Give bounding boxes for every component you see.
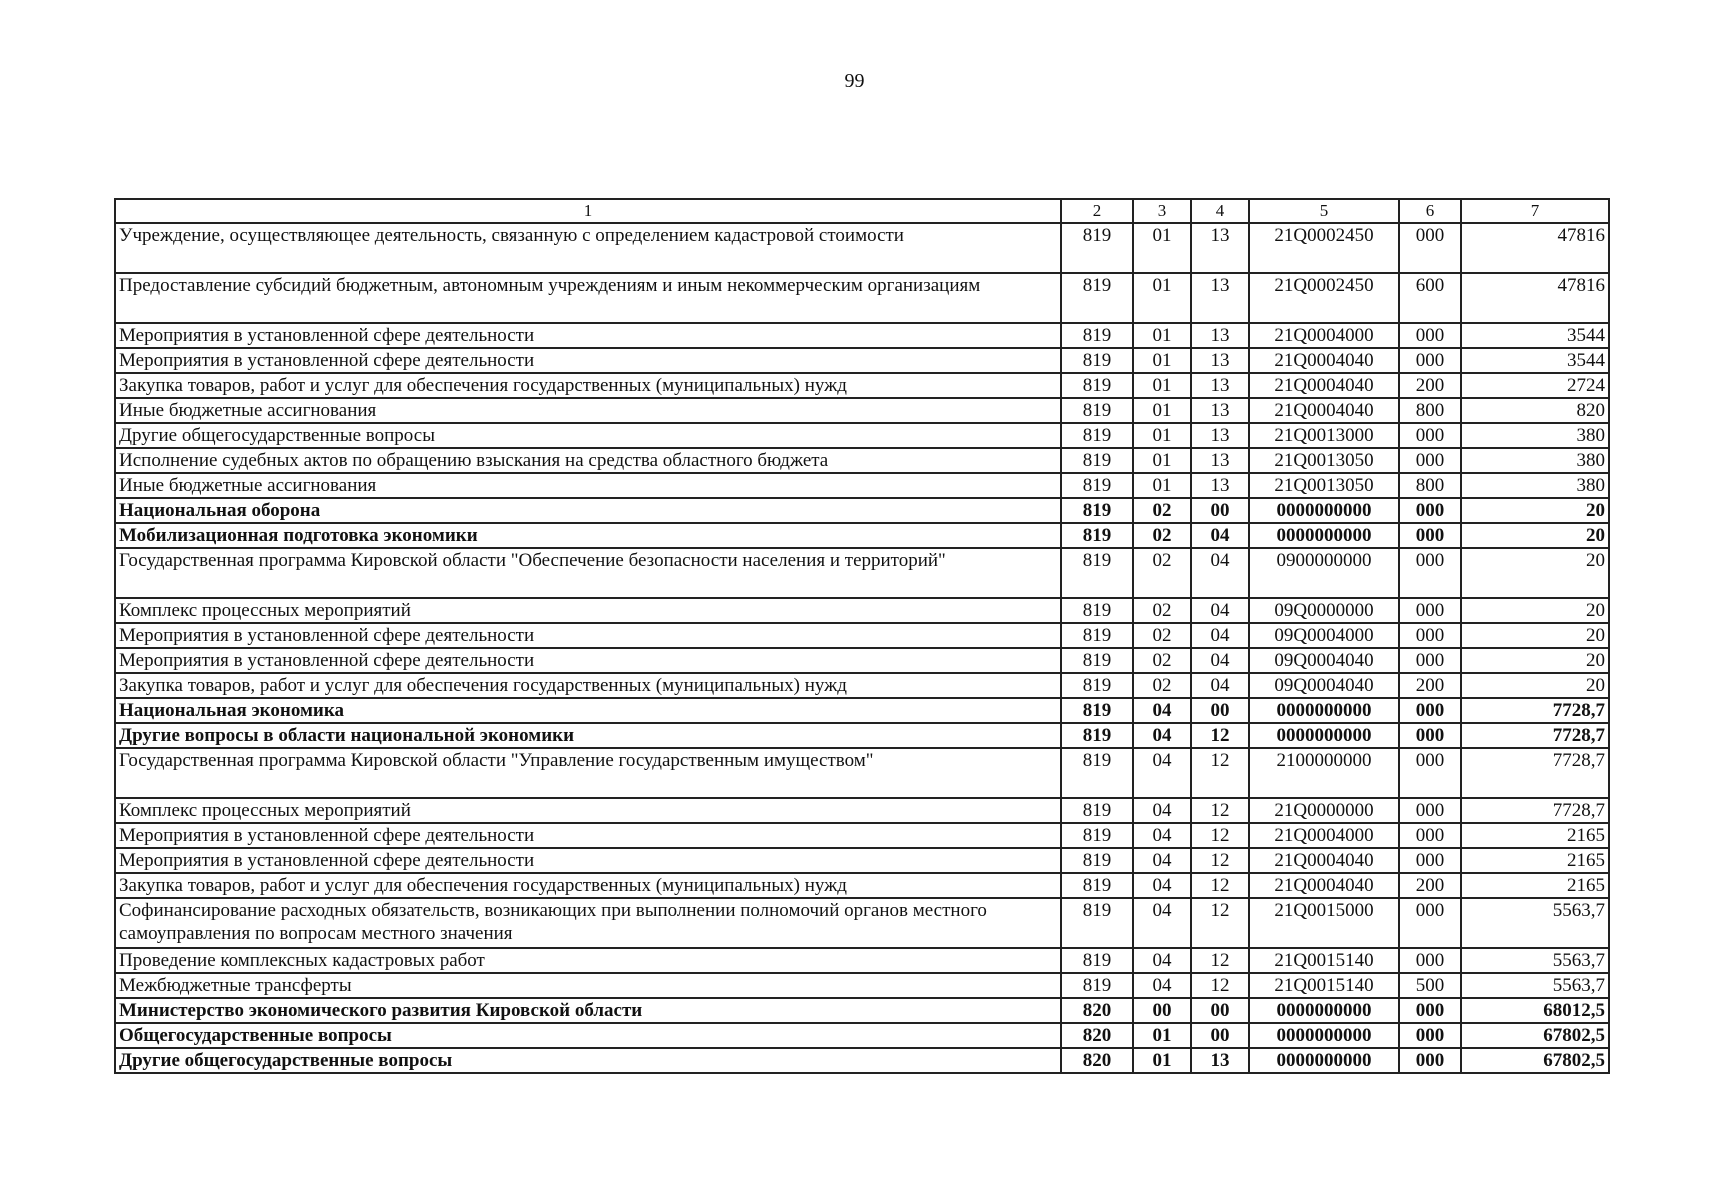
expense-type-cell: 800 (1399, 398, 1461, 423)
ministry-code-cell: 819 (1061, 973, 1133, 998)
expense-type-cell: 200 (1399, 873, 1461, 898)
subsection-code-cell: 12 (1191, 898, 1249, 948)
ministry-code-cell: 819 (1061, 373, 1133, 398)
target-article-cell: 09Q0004000 (1249, 623, 1399, 648)
expense-type-cell: 000 (1399, 598, 1461, 623)
expense-type-cell: 000 (1399, 723, 1461, 748)
amount-cell: 20 (1461, 548, 1609, 598)
section-code-cell: 02 (1133, 498, 1191, 523)
amount-cell: 2165 (1461, 848, 1609, 873)
amount-cell: 20 (1461, 648, 1609, 673)
ministry-code-cell: 820 (1061, 1048, 1133, 1073)
section-code-cell: 02 (1133, 598, 1191, 623)
item-name-cell: Проведение комплексных кадастровых работ (115, 948, 1061, 973)
item-name-cell: Мобилизационная подготовка экономики (115, 523, 1061, 548)
section-code-cell: 04 (1133, 948, 1191, 973)
item-name-cell: Другие общегосударственные вопросы (115, 423, 1061, 448)
ministry-code-cell: 819 (1061, 548, 1133, 598)
amount-cell: 7728,7 (1461, 723, 1609, 748)
table-row (115, 623, 1609, 648)
ministry-code-cell: 819 (1061, 223, 1133, 273)
item-name-cell: Закупка товаров, работ и услуг для обеспечения государственных (муниципальных) нужд (115, 873, 1061, 898)
table-row (115, 848, 1609, 873)
target-article-cell: 21Q0004000 (1249, 823, 1399, 848)
header-cell-5: 5 (1249, 199, 1399, 223)
amount-cell: 47816 (1461, 223, 1609, 273)
expense-type-cell: 000 (1399, 748, 1461, 798)
amount-cell: 67802,5 (1461, 1048, 1609, 1073)
item-name-cell: Другие общегосударственные вопросы (115, 1048, 1061, 1073)
table-row (115, 898, 1609, 948)
target-article-cell: 09Q0000000 (1249, 598, 1399, 623)
section-code-cell: 02 (1133, 673, 1191, 698)
amount-cell: 20 (1461, 598, 1609, 623)
section-code-cell: 04 (1133, 748, 1191, 798)
table-row (115, 498, 1609, 523)
target-article-cell: 21Q0004040 (1249, 848, 1399, 873)
target-article-cell: 21Q0002450 (1249, 273, 1399, 323)
ministry-code-cell: 819 (1061, 598, 1133, 623)
expense-type-cell: 000 (1399, 1023, 1461, 1048)
amount-cell: 7728,7 (1461, 748, 1609, 798)
ministry-code-cell: 819 (1061, 498, 1133, 523)
subsection-code-cell: 13 (1191, 323, 1249, 348)
target-article-cell: 21Q0004040 (1249, 348, 1399, 373)
table-row (115, 423, 1609, 448)
amount-cell: 20 (1461, 523, 1609, 548)
subsection-code-cell: 13 (1191, 273, 1249, 323)
expense-type-cell: 000 (1399, 698, 1461, 723)
table-row (115, 1048, 1609, 1073)
subsection-code-cell: 12 (1191, 823, 1249, 848)
table-row (115, 648, 1609, 673)
target-article-cell: 0000000000 (1249, 723, 1399, 748)
subsection-code-cell: 12 (1191, 798, 1249, 823)
ministry-code-cell: 819 (1061, 523, 1133, 548)
expense-type-cell: 000 (1399, 998, 1461, 1023)
section-code-cell: 00 (1133, 998, 1191, 1023)
header-cell-6: 6 (1399, 199, 1461, 223)
header-cell-4: 4 (1191, 199, 1249, 223)
item-name-cell: Закупка товаров, работ и услуг для обеспечения государственных (муниципальных) нужд (115, 373, 1061, 398)
amount-cell: 20 (1461, 623, 1609, 648)
amount-cell: 380 (1461, 448, 1609, 473)
item-name-cell: Мероприятия в установленной сфере деятельности (115, 823, 1061, 848)
section-code-cell: 01 (1133, 448, 1191, 473)
table-row (115, 723, 1609, 748)
section-code-cell: 04 (1133, 798, 1191, 823)
item-name-cell: Софинансирование расходных обязательств, возникающих при выполнении полномочий органов местного самоуправления по вопросам местного значения (115, 898, 1061, 948)
item-name-cell: Мероприятия в установленной сфере деятельности (115, 348, 1061, 373)
target-article-cell: 0000000000 (1249, 1048, 1399, 1073)
target-article-cell: 0000000000 (1249, 498, 1399, 523)
ministry-code-cell: 819 (1061, 398, 1133, 423)
section-code-cell: 04 (1133, 723, 1191, 748)
table-row (115, 748, 1609, 798)
subsection-code-cell: 13 (1191, 448, 1249, 473)
section-code-cell: 01 (1133, 1048, 1191, 1073)
expense-type-cell: 000 (1399, 948, 1461, 973)
item-name-cell: Национальная оборона (115, 498, 1061, 523)
amount-cell: 3544 (1461, 323, 1609, 348)
table-row (115, 973, 1609, 998)
table-body (115, 223, 1609, 1073)
table-row (115, 223, 1609, 273)
header-cell-2: 2 (1061, 199, 1133, 223)
ministry-code-cell: 819 (1061, 898, 1133, 948)
table-row (115, 548, 1609, 598)
ministry-code-cell: 819 (1061, 948, 1133, 973)
subsection-code-cell: 04 (1191, 648, 1249, 673)
table-row (115, 373, 1609, 398)
item-name-cell: Мероприятия в установленной сфере деятельности (115, 623, 1061, 648)
section-code-cell: 02 (1133, 648, 1191, 673)
header-cell-1: 1 (115, 199, 1061, 223)
subsection-code-cell: 13 (1191, 398, 1249, 423)
expense-type-cell: 000 (1399, 498, 1461, 523)
ministry-code-cell: 819 (1061, 423, 1133, 448)
table-row (115, 1023, 1609, 1048)
subsection-code-cell: 00 (1191, 1023, 1249, 1048)
item-name-cell: Предоставление субсидий бюджетным, автономным учреждениям и иным некоммерческим организациям (115, 273, 1061, 323)
target-article-cell: 09Q0004040 (1249, 648, 1399, 673)
table-row (115, 823, 1609, 848)
item-name-cell: Министерство экономического развития Кировской области (115, 998, 1061, 1023)
subsection-code-cell: 13 (1191, 473, 1249, 498)
target-article-cell: 21Q0000000 (1249, 798, 1399, 823)
section-code-cell: 01 (1133, 323, 1191, 348)
target-article-cell: 21Q0002450 (1249, 223, 1399, 273)
ministry-code-cell: 819 (1061, 698, 1133, 723)
amount-cell: 380 (1461, 473, 1609, 498)
amount-cell: 5563,7 (1461, 948, 1609, 973)
amount-cell: 380 (1461, 423, 1609, 448)
amount-cell: 67802,5 (1461, 1023, 1609, 1048)
amount-cell: 820 (1461, 398, 1609, 423)
item-name-cell: Другие вопросы в области национальной экономики (115, 723, 1061, 748)
expense-type-cell: 000 (1399, 848, 1461, 873)
subsection-code-cell: 00 (1191, 998, 1249, 1023)
target-article-cell: 0900000000 (1249, 548, 1399, 598)
target-article-cell: 21Q0004000 (1249, 323, 1399, 348)
target-article-cell: 0000000000 (1249, 698, 1399, 723)
item-name-cell: Мероприятия в установленной сфере деятельности (115, 648, 1061, 673)
table-row (115, 598, 1609, 623)
target-article-cell: 0000000000 (1249, 523, 1399, 548)
ministry-code-cell: 819 (1061, 673, 1133, 698)
table-row (115, 698, 1609, 723)
target-article-cell: 21Q0013050 (1249, 448, 1399, 473)
expense-type-cell: 200 (1399, 673, 1461, 698)
expense-type-cell: 000 (1399, 423, 1461, 448)
table-row (115, 998, 1609, 1023)
amount-cell: 2165 (1461, 823, 1609, 848)
subsection-code-cell: 04 (1191, 523, 1249, 548)
header-cell-7: 7 (1461, 199, 1609, 223)
subsection-code-cell: 13 (1191, 423, 1249, 448)
subsection-code-cell: 00 (1191, 498, 1249, 523)
section-code-cell: 04 (1133, 823, 1191, 848)
section-code-cell: 04 (1133, 973, 1191, 998)
target-article-cell: 21Q0013050 (1249, 473, 1399, 498)
subsection-code-cell: 04 (1191, 623, 1249, 648)
item-name-cell: Иные бюджетные ассигнования (115, 398, 1061, 423)
amount-cell: 20 (1461, 673, 1609, 698)
item-name-cell: Комплекс процессных мероприятий (115, 598, 1061, 623)
target-article-cell: 21Q0015000 (1249, 898, 1399, 948)
amount-cell: 2165 (1461, 873, 1609, 898)
table-header (115, 199, 1609, 223)
expense-type-cell: 000 (1399, 448, 1461, 473)
section-code-cell: 04 (1133, 698, 1191, 723)
table-row (115, 948, 1609, 973)
table-row (115, 473, 1609, 498)
ministry-code-cell: 819 (1061, 473, 1133, 498)
amount-cell: 3544 (1461, 348, 1609, 373)
ministry-code-cell: 819 (1061, 273, 1133, 323)
subsection-code-cell: 12 (1191, 948, 1249, 973)
subsection-code-cell: 12 (1191, 873, 1249, 898)
section-code-cell: 01 (1133, 373, 1191, 398)
target-article-cell: 2100000000 (1249, 748, 1399, 798)
expense-type-cell: 000 (1399, 548, 1461, 598)
ministry-code-cell: 819 (1061, 723, 1133, 748)
target-article-cell: 0000000000 (1249, 1023, 1399, 1048)
subsection-code-cell: 04 (1191, 673, 1249, 698)
item-name-cell: Исполнение судебных актов по обращению взыскания на средства областного бюджета (115, 448, 1061, 473)
ministry-code-cell: 819 (1061, 823, 1133, 848)
section-code-cell: 01 (1133, 473, 1191, 498)
item-name-cell: Учреждение, осуществляющее деятельность, связанную с определением кадастровой стоимости (115, 223, 1061, 273)
ministry-code-cell: 820 (1061, 1023, 1133, 1048)
expense-type-cell: 200 (1399, 373, 1461, 398)
expense-type-cell: 000 (1399, 523, 1461, 548)
section-code-cell: 01 (1133, 398, 1191, 423)
target-article-cell: 21Q0004040 (1249, 373, 1399, 398)
item-name-cell: Мероприятия в установленной сфере деятельности (115, 848, 1061, 873)
section-code-cell: 04 (1133, 898, 1191, 948)
subsection-code-cell: 12 (1191, 848, 1249, 873)
amount-cell: 68012,5 (1461, 998, 1609, 1023)
table-row (115, 398, 1609, 423)
ministry-code-cell: 819 (1061, 873, 1133, 898)
ministry-code-cell: 819 (1061, 748, 1133, 798)
amount-cell: 2724 (1461, 373, 1609, 398)
amount-cell: 5563,7 (1461, 973, 1609, 998)
item-name-cell: Мероприятия в установленной сфере деятельности (115, 323, 1061, 348)
item-name-cell: Иные бюджетные ассигнования (115, 473, 1061, 498)
section-code-cell: 04 (1133, 848, 1191, 873)
expense-type-cell: 000 (1399, 823, 1461, 848)
expense-type-cell: 000 (1399, 323, 1461, 348)
section-code-cell: 01 (1133, 423, 1191, 448)
subsection-code-cell: 04 (1191, 598, 1249, 623)
expense-type-cell: 800 (1399, 473, 1461, 498)
subsection-code-cell: 13 (1191, 348, 1249, 373)
item-name-cell: Комплекс процессных мероприятий (115, 798, 1061, 823)
subsection-code-cell: 04 (1191, 548, 1249, 598)
table-row (115, 798, 1609, 823)
subsection-code-cell: 12 (1191, 973, 1249, 998)
target-article-cell: 0000000000 (1249, 998, 1399, 1023)
item-name-cell: Межбюджетные трансферты (115, 973, 1061, 998)
amount-cell: 5563,7 (1461, 898, 1609, 948)
expense-type-cell: 000 (1399, 223, 1461, 273)
subsection-code-cell: 12 (1191, 723, 1249, 748)
ministry-code-cell: 819 (1061, 848, 1133, 873)
ministry-code-cell: 819 (1061, 348, 1133, 373)
item-name-cell: Государственная программа Кировской области "Управление государственным имуществом" (115, 748, 1061, 798)
expense-type-cell: 500 (1399, 973, 1461, 998)
table-row (115, 348, 1609, 373)
header-cell-3: 3 (1133, 199, 1191, 223)
item-name-cell: Общегосударственные вопросы (115, 1023, 1061, 1048)
item-name-cell: Национальная экономика (115, 698, 1061, 723)
table-row (115, 323, 1609, 348)
subsection-code-cell: 13 (1191, 373, 1249, 398)
item-name-cell: Закупка товаров, работ и услуг для обеспечения государственных (муниципальных) нужд (115, 673, 1061, 698)
expense-type-cell: 000 (1399, 798, 1461, 823)
expense-type-cell: 000 (1399, 648, 1461, 673)
ministry-code-cell: 819 (1061, 798, 1133, 823)
expense-type-cell: 600 (1399, 273, 1461, 323)
section-code-cell: 02 (1133, 623, 1191, 648)
table-row (115, 873, 1609, 898)
table-row (115, 448, 1609, 473)
item-name-cell: Государственная программа Кировской области "Обеспечение безопасности населения и территорий" (115, 548, 1061, 598)
subsection-code-cell: 12 (1191, 748, 1249, 798)
subsection-code-cell: 00 (1191, 698, 1249, 723)
ministry-code-cell: 819 (1061, 448, 1133, 473)
expense-type-cell: 000 (1399, 348, 1461, 373)
target-article-cell: 09Q0004040 (1249, 673, 1399, 698)
target-article-cell: 21Q0015140 (1249, 973, 1399, 998)
budget-table (114, 198, 1610, 1074)
ministry-code-cell: 820 (1061, 998, 1133, 1023)
table-row (115, 273, 1609, 323)
table-row (115, 673, 1609, 698)
expense-type-cell: 000 (1399, 1048, 1461, 1073)
section-code-cell: 01 (1133, 223, 1191, 273)
section-code-cell: 01 (1133, 348, 1191, 373)
amount-cell: 47816 (1461, 273, 1609, 323)
section-code-cell: 04 (1133, 873, 1191, 898)
page-number: 99 (844, 70, 865, 92)
subsection-code-cell: 13 (1191, 1048, 1249, 1073)
amount-cell: 7728,7 (1461, 698, 1609, 723)
section-code-cell: 01 (1133, 273, 1191, 323)
subsection-code-cell: 13 (1191, 223, 1249, 273)
expense-type-cell: 000 (1399, 623, 1461, 648)
section-code-cell: 02 (1133, 523, 1191, 548)
expense-type-cell: 000 (1399, 898, 1461, 948)
ministry-code-cell: 819 (1061, 323, 1133, 348)
amount-cell: 20 (1461, 498, 1609, 523)
amount-cell: 7728,7 (1461, 798, 1609, 823)
target-article-cell: 21Q0013000 (1249, 423, 1399, 448)
section-code-cell: 02 (1133, 548, 1191, 598)
section-code-cell: 01 (1133, 1023, 1191, 1048)
ministry-code-cell: 819 (1061, 623, 1133, 648)
target-article-cell: 21Q0015140 (1249, 948, 1399, 973)
ministry-code-cell: 819 (1061, 648, 1133, 673)
target-article-cell: 21Q0004040 (1249, 873, 1399, 898)
target-article-cell: 21Q0004040 (1249, 398, 1399, 423)
table-row (115, 523, 1609, 548)
